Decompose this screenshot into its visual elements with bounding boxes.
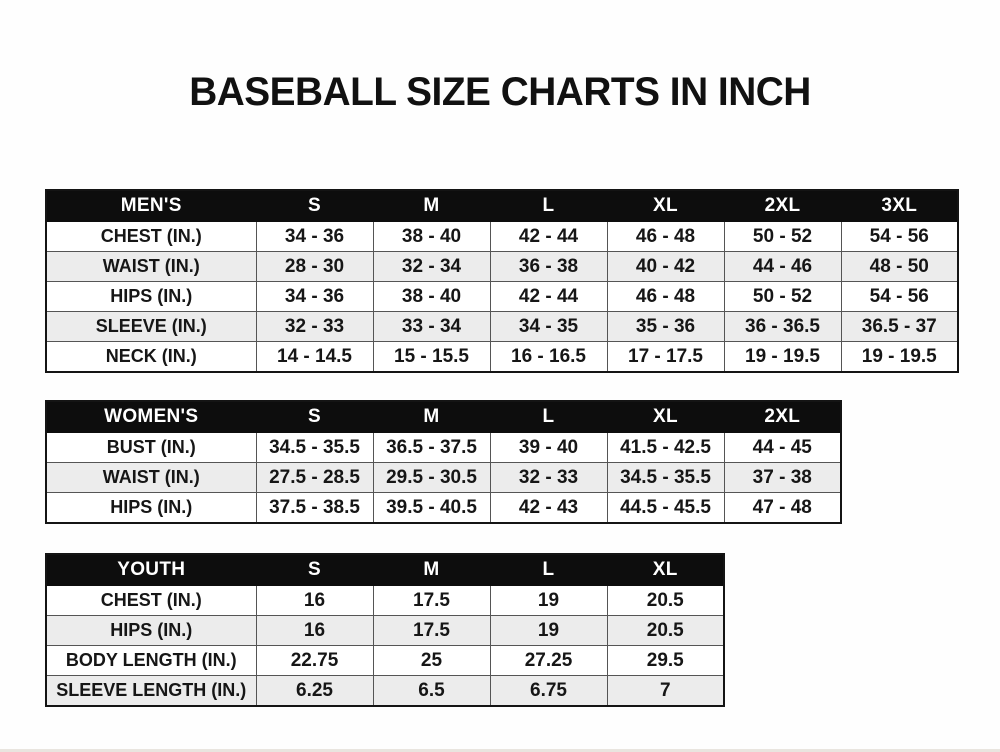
- size-cell: 16: [256, 616, 373, 646]
- row-label: BODY LENGTH (IN.): [46, 646, 256, 676]
- column-header-m: M: [373, 401, 490, 433]
- size-cell: 36.5 - 37.5: [373, 433, 490, 463]
- column-header-2xl: 2XL: [724, 190, 841, 222]
- size-cell: 6.5: [373, 676, 490, 707]
- size-cell: 27.25: [490, 646, 607, 676]
- size-cell: 16 - 16.5: [490, 342, 607, 373]
- size-cell: 37.5 - 38.5: [256, 493, 373, 524]
- size-cell: 6.75: [490, 676, 607, 707]
- size-cell: 34 - 35: [490, 312, 607, 342]
- size-cell: 47 - 48: [724, 493, 841, 524]
- size-cell: 14 - 14.5: [256, 342, 373, 373]
- size-cell: 37 - 38: [724, 463, 841, 493]
- column-header-s: S: [256, 190, 373, 222]
- size-cell: 32 - 34: [373, 252, 490, 282]
- size-cell: 28 - 30: [256, 252, 373, 282]
- column-header-l: L: [490, 401, 607, 433]
- table-row: [46, 616, 724, 646]
- size-cell: 32 - 33: [490, 463, 607, 493]
- group-header-youth: YOUTH: [46, 554, 256, 586]
- size-cell: 29.5: [607, 646, 724, 676]
- table-row: [46, 222, 958, 252]
- size-cell: 19 - 19.5: [724, 342, 841, 373]
- size-cell: 35 - 36: [607, 312, 724, 342]
- size-cell: 48 - 50: [841, 252, 958, 282]
- size-cell: 34.5 - 35.5: [256, 433, 373, 463]
- size-cell: 46 - 48: [607, 222, 724, 252]
- row-label: CHEST (IN.): [46, 222, 256, 252]
- column-header-xl: XL: [607, 401, 724, 433]
- header-row-youth: [46, 554, 724, 586]
- size-cell: 50 - 52: [724, 222, 841, 252]
- size-cell: 50 - 52: [724, 282, 841, 312]
- size-cell: 19: [490, 616, 607, 646]
- size-cell: 29.5 - 30.5: [373, 463, 490, 493]
- size-cell: 34 - 36: [256, 222, 373, 252]
- size-cell: 20.5: [607, 586, 724, 616]
- table-row: [46, 282, 958, 312]
- column-header-xl: XL: [607, 554, 724, 586]
- column-header-s: S: [256, 554, 373, 586]
- size-cell: 44 - 45: [724, 433, 841, 463]
- column-header-xl: XL: [607, 190, 724, 222]
- header-row-womens: [46, 401, 841, 433]
- row-label: WAIST (IN.): [46, 252, 256, 282]
- table-row: [46, 676, 724, 707]
- size-table-womens: [45, 400, 842, 524]
- row-label: SLEEVE LENGTH (IN.): [46, 676, 256, 707]
- table-row: [46, 342, 958, 373]
- row-label: CHEST (IN.): [46, 586, 256, 616]
- size-cell: 46 - 48: [607, 282, 724, 312]
- row-label: HIPS (IN.): [46, 616, 256, 646]
- size-cell: 19 - 19.5: [841, 342, 958, 373]
- row-label: HIPS (IN.): [46, 282, 256, 312]
- size-cell: 19: [490, 586, 607, 616]
- size-cell: 34 - 36: [256, 282, 373, 312]
- size-cell: 17.5: [373, 616, 490, 646]
- size-cell: 44.5 - 45.5: [607, 493, 724, 524]
- row-label: WAIST (IN.): [46, 463, 256, 493]
- size-table-mens: [45, 189, 959, 373]
- column-header-2xl: 2XL: [724, 401, 841, 433]
- size-cell: 16: [256, 586, 373, 616]
- column-header-3xl: 3XL: [841, 190, 958, 222]
- size-cell: 34.5 - 35.5: [607, 463, 724, 493]
- size-cell: 36.5 - 37: [841, 312, 958, 342]
- group-header-mens: MEN'S: [46, 190, 256, 222]
- size-cell: 6.25: [256, 676, 373, 707]
- size-cell: 17.5: [373, 586, 490, 616]
- size-cell: 25: [373, 646, 490, 676]
- row-label: BUST (IN.): [46, 433, 256, 463]
- size-cell: 54 - 56: [841, 282, 958, 312]
- group-header-womens: WOMEN'S: [46, 401, 256, 433]
- size-cell: 22.75: [256, 646, 373, 676]
- size-cell: 42 - 44: [490, 282, 607, 312]
- column-header-l: L: [490, 190, 607, 222]
- size-cell: 36 - 38: [490, 252, 607, 282]
- size-cell: 17 - 17.5: [607, 342, 724, 373]
- size-cell: 40 - 42: [607, 252, 724, 282]
- row-label: SLEEVE (IN.): [46, 312, 256, 342]
- size-cell: 39 - 40: [490, 433, 607, 463]
- size-cell: 27.5 - 28.5: [256, 463, 373, 493]
- table-row: [46, 312, 958, 342]
- column-header-l: L: [490, 554, 607, 586]
- size-cell: 38 - 40: [373, 282, 490, 312]
- size-cell: 41.5 - 42.5: [607, 433, 724, 463]
- table-row: [46, 646, 724, 676]
- page-title: BASEBALL SIZE CHARTS IN INCH: [189, 70, 811, 114]
- size-cell: 39.5 - 40.5: [373, 493, 490, 524]
- header-row-mens: [46, 190, 958, 222]
- table-row: [46, 433, 841, 463]
- size-cell: 32 - 33: [256, 312, 373, 342]
- size-cell: 7: [607, 676, 724, 707]
- size-cell: 15 - 15.5: [373, 342, 490, 373]
- table-row: [46, 252, 958, 282]
- size-cell: 33 - 34: [373, 312, 490, 342]
- column-header-m: M: [373, 190, 490, 222]
- table-row: [46, 586, 724, 616]
- size-cell: 36 - 36.5: [724, 312, 841, 342]
- table-row: [46, 463, 841, 493]
- size-cell: 54 - 56: [841, 222, 958, 252]
- size-cell: 20.5: [607, 616, 724, 646]
- column-header-s: S: [256, 401, 373, 433]
- size-cell: 42 - 43: [490, 493, 607, 524]
- row-label: HIPS (IN.): [46, 493, 256, 524]
- table-row: [46, 493, 841, 524]
- size-table-youth: [45, 553, 725, 707]
- size-cell: 44 - 46: [724, 252, 841, 282]
- row-label: NECK (IN.): [46, 342, 256, 373]
- size-cell: 38 - 40: [373, 222, 490, 252]
- column-header-m: M: [373, 554, 490, 586]
- size-cell: 42 - 44: [490, 222, 607, 252]
